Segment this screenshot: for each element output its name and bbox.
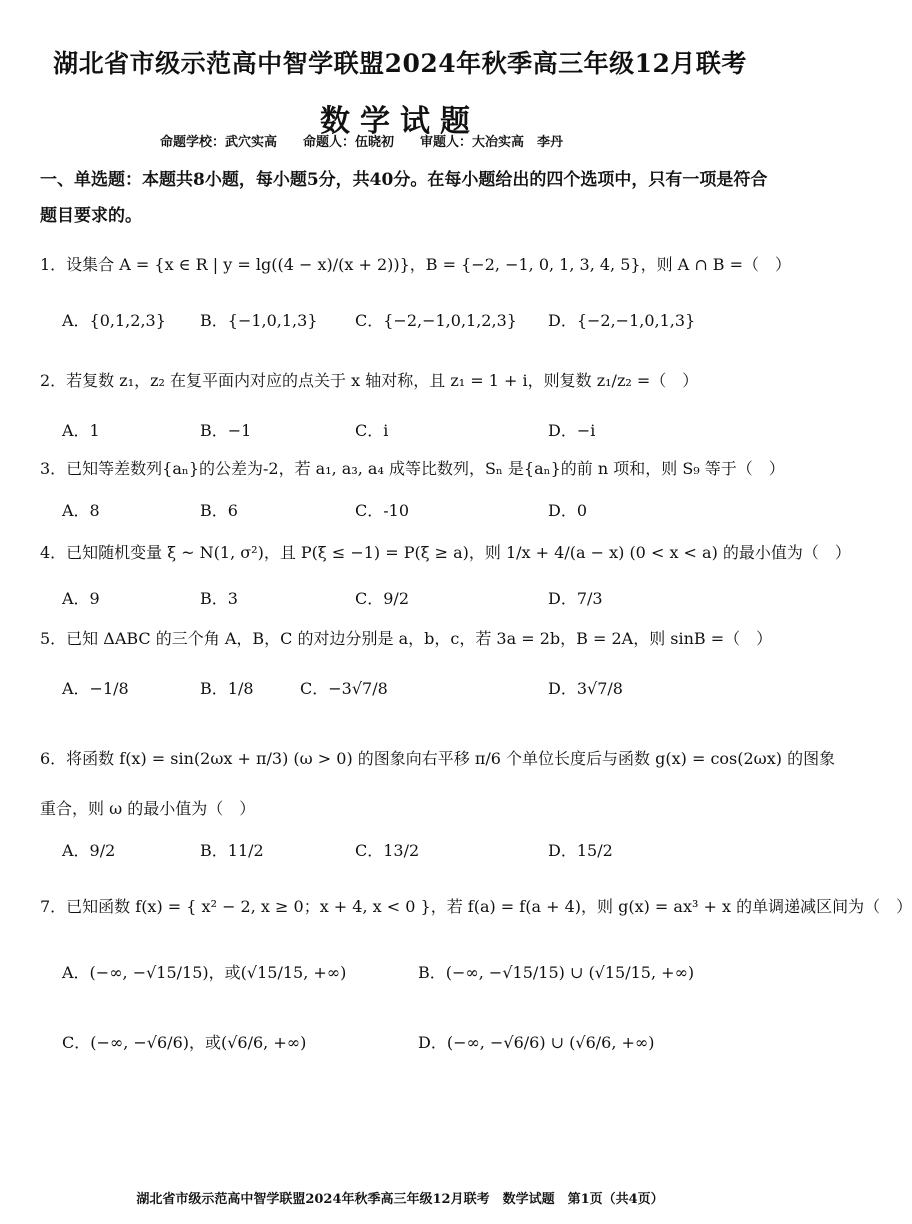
question-5-option-b: B．1/8 [200,679,254,698]
question-3-option-a: A．8 [62,501,100,520]
question-5-option-c: C．−3√7/8 [300,679,388,698]
question-3-option-b: B．6 [200,501,238,520]
question-1-option-a: A．{0,1,2,3} [62,311,166,330]
question-4-option-b: B．3 [200,589,238,608]
question-1-option-d: D．{−2,−1,0,1,3} [548,311,696,330]
question-6-stem: 6．将函数 f(x) = sin(2ωx + π/3) (ω > 0) 的图象向右平移 π/6 个单位长度后与函数 g(x) = cos(2ωx) 的图象 [40,749,836,768]
question-1-option-b: B．{−1,0,1,3} [200,311,318,330]
subject-title: 数学试题 [320,104,480,139]
question-7-option-b: B．(−∞, −√15/15) ∪ (√15/15, +∞) [418,963,695,982]
question-6-option-b: B．11/2 [200,841,264,860]
page-footer: 湖北省市级示范高中智学联盟2024年秋季高三年级12月联考 数学试题 第1页（共4页） [136,1192,664,1207]
question-2-stem: 2．若复数 z₁，z₂ 在复平面内对应的点关于 x 轴对称，且 z₁ = 1 + i，则复数 z₁/z₂ =（ ） [40,371,699,390]
question-2-option-b: B．−1 [200,421,252,440]
question-2-option-c: C．i [355,421,389,440]
question-3-option-c: C．-10 [355,501,410,520]
question-4-option-d: D．7/3 [548,589,603,608]
question-7-option-a: A．(−∞, −√15/15)，或(√15/15, +∞) [62,963,347,982]
question-6-stem-continued: 重合，则 ω 的最小值为（ ） [40,799,256,818]
reviewer-label: 审题人：大冶实高 李丹 [420,135,564,150]
question-2-option-d: D．−i [548,421,596,440]
question-4-option-a: A．9 [62,589,100,608]
school-label: 命题学校：武穴实高 [160,135,278,150]
question-3-stem: 3．已知等差数列{aₙ}的公差为-2，若 a₁, a₃, a₄ 成等比数列，Sₙ 是{aₙ}的前 n 项和，则 S₉ 等于（ ） [40,459,785,478]
question-1-option-c: C．{−2,−1,0,1,2,3} [355,311,517,330]
author-label: 命题人：伍晓初 [303,135,395,150]
question-2-option-a: A．1 [62,421,100,440]
question-7-option-d: D．(−∞, −√6/6) ∪ (√6/6, +∞) [418,1033,655,1052]
question-5-option-d: D．3√7/8 [548,679,623,698]
question-6-option-a: A．9/2 [62,841,116,860]
question-7-stem: 7．已知函数 f(x) = { x² − 2, x ≥ 0；x + 4, x < 0 }，若 f(a) = f(a + 4)，则 g(x) = ax³ + x 的单调递减区间为（ ） [40,897,912,916]
exam-title: 湖北省市级示范高中智学联盟2024年秋季高三年级12月联考 [53,49,747,78]
question-5-option-a: A．−1/8 [62,679,129,698]
question-7-option-c: C．(−∞, −√6/6)，或(√6/6, +∞) [62,1033,307,1052]
question-6-option-c: C．13/2 [355,841,420,860]
question-4-option-c: C．9/2 [355,589,409,608]
question-3-option-d: D．0 [548,501,588,520]
question-5-stem: 5．已知 ΔABC 的三个角 A，B，C 的对边分别是 a，b，c，若 3a = 2b，B = 2A，则 sinB =（ ） [40,629,773,648]
question-4-stem: 4．已知随机变量 ξ ~ N(1, σ²)，且 P(ξ ≤ −1) = P(ξ ≥ a)，则 1/x + 4/(a − x) (0 < x < a) 的最小值为（ ） [40,543,851,562]
section-heading: 一、单选题：本题共8小题，每小题5分，共40分。在每小题给出的四个选项中，只有一项是符合题目要求的。 [40,170,768,226]
exam-meta [160,131,720,150]
question-6-option-d: D．15/2 [548,841,613,860]
question-1-stem: 1．设集合 A = {x ∈ R | y = lg((4 − x)/(x + 2))}，B = {−2, −1, 0, 1, 3, 4, 5}，则 A ∩ B =（ ） [40,255,792,274]
